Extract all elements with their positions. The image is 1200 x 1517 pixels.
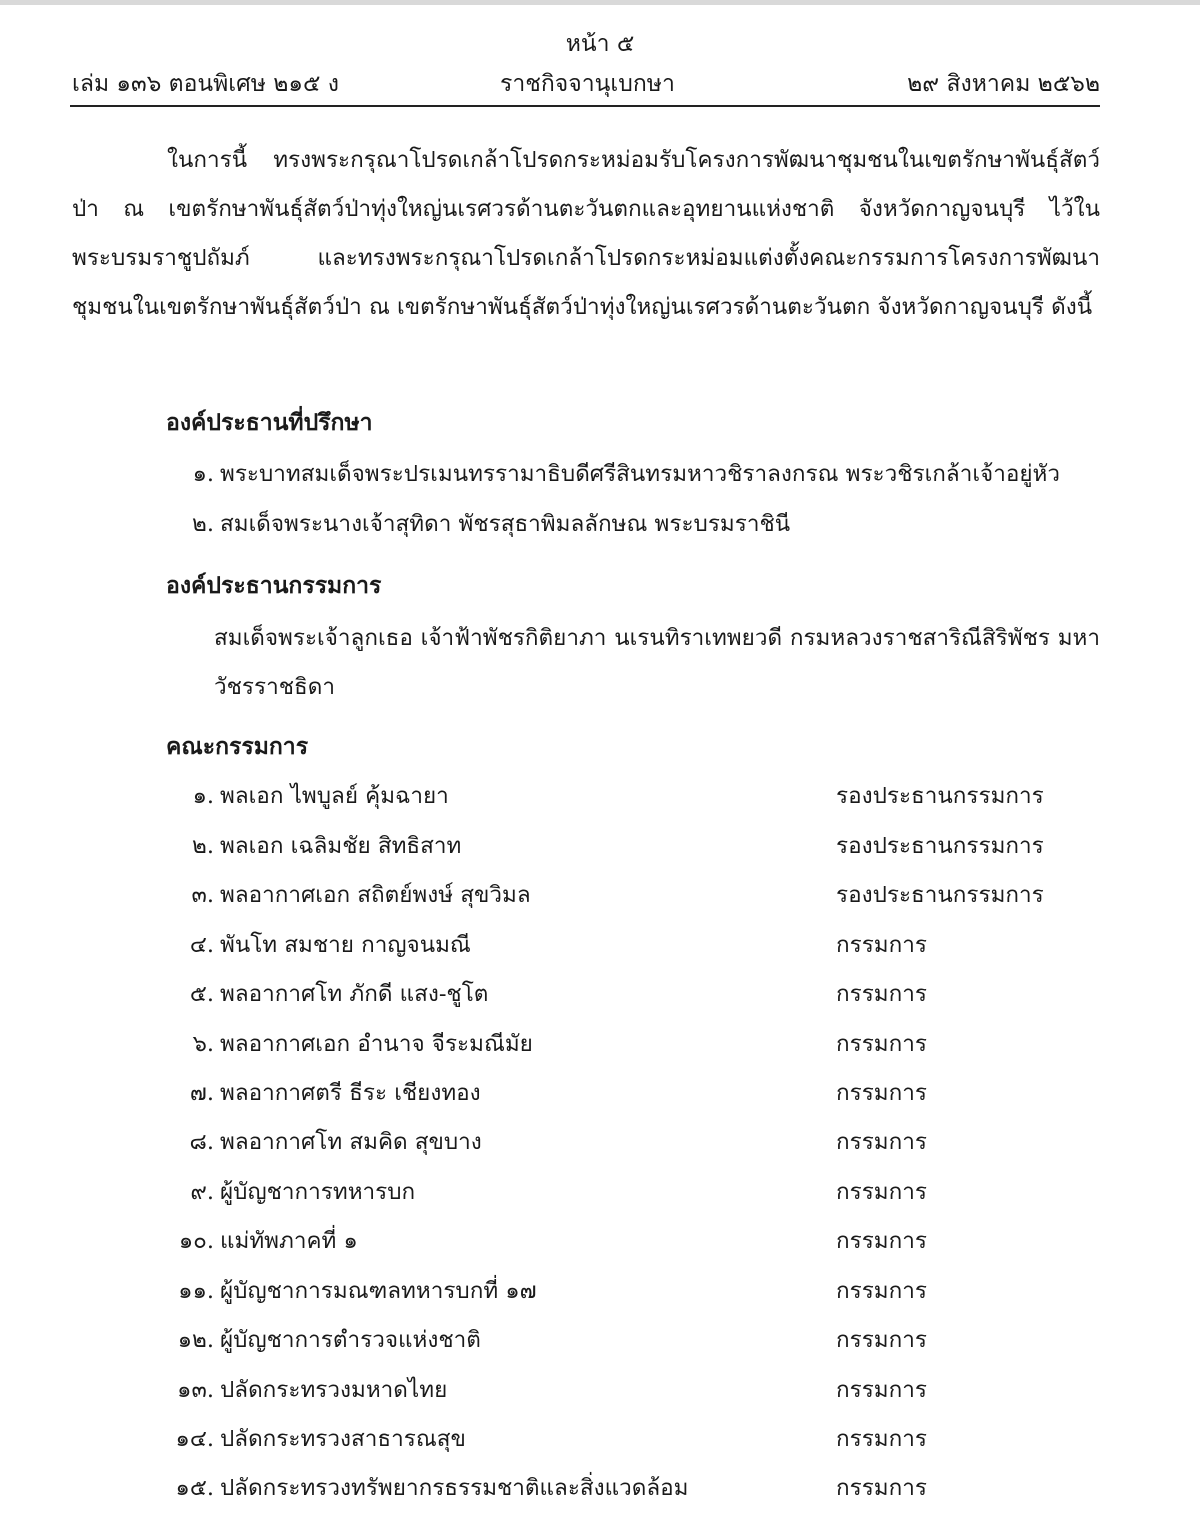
member-name: พลเอก เฉลิมชัย สิทธิสาท: [220, 833, 462, 859]
publication-title: ราชกิจจานุเบกษา: [500, 71, 675, 97]
advisors-heading: องค์ประธานที่ปรึกษา: [166, 409, 373, 436]
member-role: กรรมการ: [836, 932, 927, 958]
committee-member: [166, 1469, 689, 1505]
member-name: ปลัดกระทรวงมหาดไทย: [220, 1377, 448, 1403]
member-name: พลอากาศโท ภักดี แสง-ชูโต: [220, 981, 489, 1007]
member-role: กรรมการ: [836, 1377, 927, 1403]
member-name: ผู้บัญชาการมณฑลทหารบกที่ ๑๗: [220, 1278, 537, 1304]
volume-info: เล่ม ๑๓๖ ตอนพิเศษ ๒๑๕ ง: [72, 71, 339, 97]
committee-member: [166, 1222, 358, 1258]
member-role: รองประธานกรรมการ: [836, 882, 1044, 908]
committee-member: [166, 1123, 482, 1159]
member-name: แม่ทัพภาคที่ ๑: [220, 1228, 358, 1254]
item-number: ๑๕.: [175, 1475, 214, 1501]
member-name: ปลัดกระทรวงทรัพยากรธรรมชาติและสิ่งแวดล้อม: [220, 1475, 689, 1501]
committee-member: [166, 1025, 533, 1061]
member-name: พลอากาศเอก อำนาจ จีระมณีมัย: [220, 1031, 533, 1057]
advisor-name: พระบาทสมเด็จพระปรเมนทรรามาธิบดีศรีสินทรมหาวชิราลงกรณ พระวชิรเกล้าเจ้าอยู่หัว: [220, 461, 1061, 487]
member-name: ผู้บัญชาการตำรวจแห่งชาติ: [220, 1327, 481, 1353]
member-name: พลอากาศตรี ธีระ เชียงทอง: [220, 1080, 481, 1106]
committee-member: [166, 777, 449, 813]
header-rule: [70, 105, 1100, 107]
committee-member: [166, 1272, 537, 1308]
committee-member: [166, 827, 461, 863]
member-name: ผู้บัญชาการทหารบก: [220, 1179, 416, 1205]
item-number: ๗.: [189, 1080, 214, 1106]
item-number: ๑.: [192, 461, 214, 487]
item-number: ๑๑.: [178, 1278, 214, 1304]
committee-heading: คณะกรรมการ: [166, 733, 309, 760]
item-number: ๑.: [192, 783, 214, 809]
committee-member: [166, 1173, 415, 1209]
advisor-item: [166, 505, 790, 541]
member-role: กรรมการ: [836, 1031, 927, 1057]
member-role: รองประธานกรรมการ: [836, 783, 1044, 809]
item-number: ๑๓.: [177, 1377, 214, 1403]
committee-member: [166, 1321, 481, 1357]
publication-date: ๒๙ สิงหาคม ๒๕๖๒: [907, 71, 1100, 97]
item-number: ๕.: [189, 981, 214, 1007]
member-role: กรรมการ: [836, 1278, 927, 1304]
item-number: ๘.: [189, 1129, 214, 1155]
item-number: ๔.: [189, 932, 214, 958]
member-name: พันโท สมชาย กาญจนมณี: [220, 932, 471, 958]
committee-member: [166, 926, 471, 962]
item-number: ๑๔.: [175, 1426, 214, 1452]
member-role: รองประธานกรรมการ: [836, 833, 1044, 859]
member-role: กรรมการ: [836, 981, 927, 1007]
intro-paragraph: ในการนี้ ทรงพระกรุณาโปรดเกล้าโปรดกระหม่อมรับโครงการพัฒนาชุมชนในเขตรักษาพันธุ์สัตว์ป่า ณ เขตรักษาพันธุ์สัตว์ป่าทุ่งใหญ่นเรศวรด้านตะวันตกและอุทยานแห่งชาติ จังหวัดกาญจนบุรี ไว้ในพระบรมราชูปถัมภ์ และทรงพระกรุณาโปรดเกล้าโปรดกระหม่อมแต่งตั้งคณะกรรมการโครงการพัฒนาชุมชนในเขตรักษาพันธุ์สัตว์ป่า ณ เขตรักษาพันธุ์สัตว์ป่าทุ่งใหญ่นเรศวรด้านตะวันตก จังหวัดกาญจนบุรี ดังนี้: [72, 147, 1100, 320]
committee-member: [166, 876, 531, 912]
member-role: กรรมการ: [836, 1080, 927, 1106]
member-name: ปลัดกระทรวงสาธารณสุข: [220, 1426, 466, 1452]
page-top-edge: [0, 0, 1200, 5]
member-role: กรรมการ: [836, 1426, 927, 1452]
committee-member: [166, 1420, 466, 1456]
member-role: กรรมการ: [836, 1475, 927, 1501]
item-number: ๑๐.: [178, 1228, 214, 1254]
member-role: กรรมการ: [836, 1179, 927, 1205]
item-number: ๙.: [190, 1179, 214, 1205]
chair-heading: องค์ประธานกรรมการ: [166, 572, 382, 599]
member-name: พลเอก ไพบูลย์ คุ้มฉายา: [220, 783, 449, 809]
member-name: พลอากาศเอก สถิตย์พงษ์ สุขวิมล: [220, 882, 531, 908]
member-role: กรรมการ: [836, 1228, 927, 1254]
member-role: กรรมการ: [836, 1327, 927, 1353]
committee-member: [166, 1074, 481, 1110]
item-number: ๓.: [191, 882, 214, 908]
item-number: ๒.: [192, 511, 214, 537]
chair-name: สมเด็จพระเจ้าลูกเธอ เจ้าฟ้าพัชรกิติยาภา นเรนทิราเทพยวดี กรมหลวงราชสาริณีสิริพัชร มหาวัชรราชธิดา: [214, 625, 1100, 700]
member-name: พลอากาศโท สมคิด สุขบาง: [220, 1129, 482, 1155]
committee-member: [166, 975, 488, 1011]
advisor-name: สมเด็จพระนางเจ้าสุทิดา พัชรสุธาพิมลลักษณ พระบรมราชินี: [220, 511, 791, 537]
item-number: ๖.: [192, 1031, 214, 1057]
page-number: หน้า ๕: [565, 31, 635, 57]
advisor-item: [166, 455, 1060, 491]
item-number: ๑๒.: [177, 1327, 214, 1353]
committee-member: [166, 1371, 447, 1407]
item-number: ๒.: [192, 833, 214, 859]
member-role: กรรมการ: [836, 1129, 927, 1155]
